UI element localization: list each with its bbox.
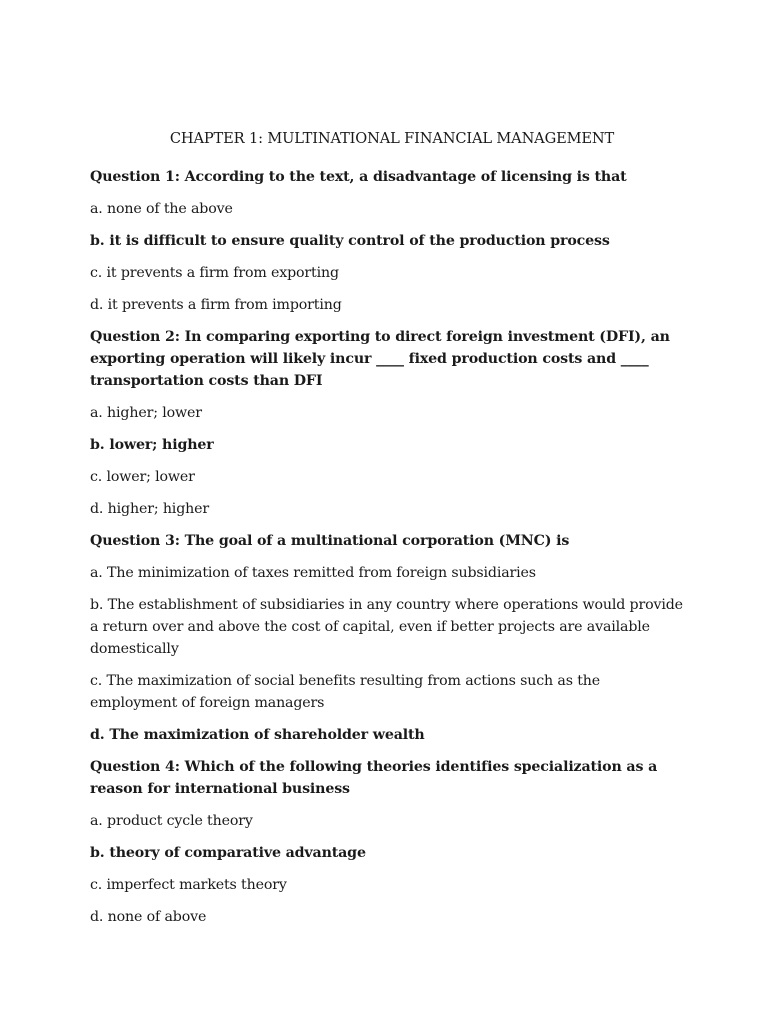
answer-option: a. The minimization of taxes remitted from foreign subsidiaries — [90, 565, 536, 581]
answer-option: c. lower; lower — [90, 469, 195, 485]
chapter-title: CHAPTER 1: MULTINATIONAL FINANCIAL MANAGEMENT — [169, 130, 615, 147]
answer-option: d. none of above — [90, 909, 207, 925]
question-block-2 — [90, 326, 690, 520]
answer-option: d. it prevents a firm from importing — [90, 297, 342, 313]
answer-option: a. higher; lower — [90, 405, 202, 421]
document-content — [90, 128, 690, 938]
answer-option: c. The maximization of social benefits resulting from actions such as the employment of foreign managers — [90, 673, 600, 711]
question-text: Question 2: In comparing exporting to direct foreign investment (DFI), an exporting operation will likely incur ____ fixed production costs and ____ transportation costs than DFI — [90, 329, 670, 389]
answer-option-correct: b. theory of comparative advantage — [90, 845, 366, 861]
answer-option-correct: b. it is difficult to ensure quality control of the production process — [90, 233, 610, 249]
question-block-3 — [90, 530, 690, 746]
question-text: Question 4: Which of the following theories identifies specialization as a reason for international business — [90, 759, 658, 797]
answer-option: a. product cycle theory — [90, 813, 253, 829]
question-text: Question 3: The goal of a multinational corporation (MNC) is — [90, 533, 570, 549]
answer-option: c. imperfect markets theory — [90, 877, 287, 893]
question-block-4 — [90, 756, 690, 928]
answer-option: c. it prevents a firm from exporting — [90, 265, 339, 281]
answer-option: d. higher; higher — [90, 501, 209, 517]
question-block-1 — [90, 166, 690, 316]
answer-option-correct: d. The maximization of shareholder wealth — [90, 727, 425, 743]
answer-option: b. The establishment of subsidiaries in any country where operations would provide a return over and above the cost of capital, even if better projects are available domestically — [90, 597, 683, 657]
answer-option: a. none of the above — [90, 201, 233, 217]
question-text: Question 1: According to the text, a disadvantage of licensing is that — [90, 169, 627, 185]
answer-option-correct: b. lower; higher — [90, 437, 214, 453]
